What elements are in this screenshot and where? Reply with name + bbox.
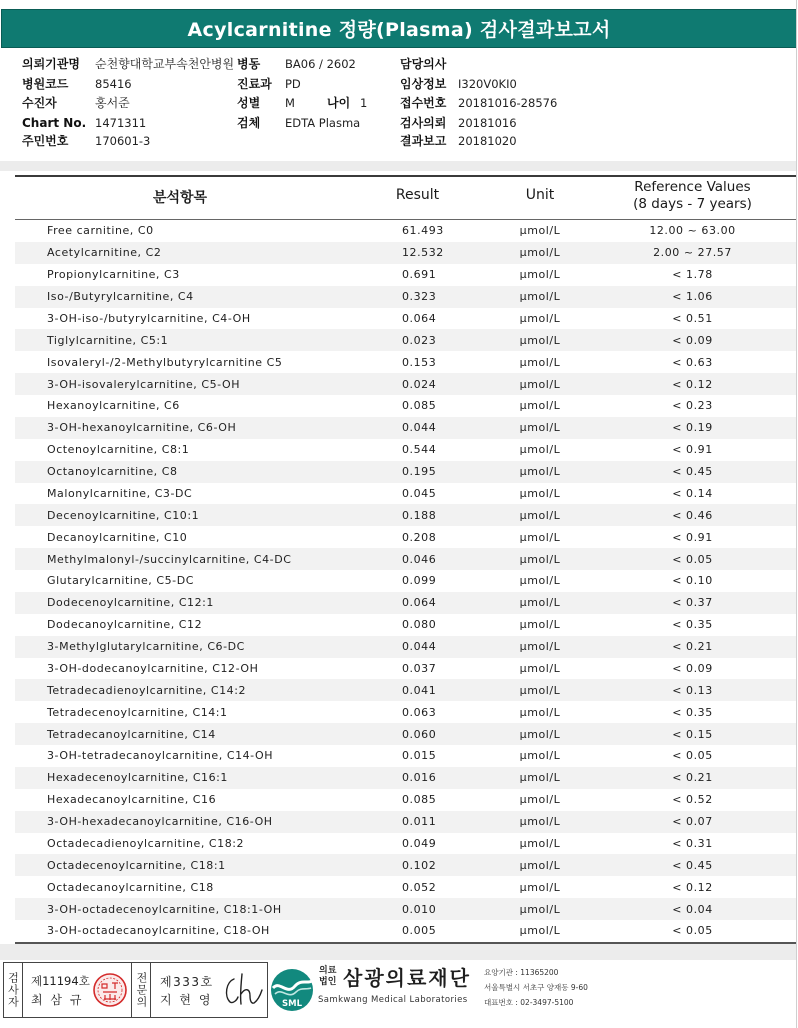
reference-range: < 0.21: [672, 640, 713, 654]
analyte-name: 3-OH-iso-/butyrylcarnitine, C4-OH: [47, 311, 251, 325]
report-title: Acylcarnitine 정량(Plasma) 검사결과보고서: [187, 19, 611, 41]
unit-value: μmol/L: [519, 815, 561, 829]
result-value: 61.493: [402, 224, 444, 238]
analyte-name: Iso-/Butyrylcarnitine, C4: [47, 290, 194, 304]
analyte-name: 3-OH-hexadecanoylcarnitine, C16-OH: [47, 815, 273, 829]
table-row: [15, 220, 797, 242]
result-value: 0.544: [402, 443, 437, 457]
specialist-label-cell: [131, 962, 151, 1018]
report-date-label: 결과보고: [400, 134, 447, 148]
table-row: [15, 658, 797, 680]
page-edge: [796, 0, 797, 1028]
org-prefix-bottom: 법인: [319, 977, 337, 987]
unit-value: μmol/L: [519, 771, 561, 785]
sml-logo-icon: [270, 966, 316, 1014]
table-row: [15, 723, 797, 745]
table-row: [15, 461, 797, 483]
analyte-name: Hexanoylcarnitine, C6: [47, 399, 180, 413]
unit-value: μmol/L: [519, 421, 561, 435]
reference-range: < 0.23: [672, 399, 713, 413]
age-value: 1: [360, 96, 368, 110]
table-row: [15, 614, 797, 636]
reference-range: < 0.10: [672, 574, 713, 588]
doctor-label: 담당의사: [400, 57, 447, 71]
unit-value: μmol/L: [519, 552, 561, 566]
unit-value: μmol/L: [519, 640, 561, 654]
reference-range: < 0.46: [672, 508, 713, 522]
table-row: [15, 898, 797, 920]
analyte-name: Hexadecenoylcarnitine, C16:1: [47, 771, 228, 785]
unit-value: μmol/L: [519, 377, 561, 391]
table-row: [15, 570, 797, 592]
reference-range: < 0.14: [672, 486, 713, 500]
unit-value: μmol/L: [519, 399, 561, 413]
analyte-name: 3-OH-isovalerylcarnitine, C5-OH: [47, 377, 241, 391]
examiner-name: 최 삼 규: [31, 993, 84, 1007]
table-row: [15, 483, 797, 505]
table-row: [15, 526, 797, 548]
table-row: [15, 636, 797, 658]
specialist-label: 전문의: [135, 972, 148, 1008]
ward-value: BA06 / 2602: [285, 57, 356, 71]
result-value: 0.046: [402, 552, 437, 566]
analyte-name: Tetradecadienoylcarnitine, C14:2: [47, 683, 247, 697]
sex-value: M: [285, 96, 295, 110]
analyte-name: Glutarylcarnitine, C5-DC: [47, 574, 194, 588]
institution-code: 요양기관 : 11365200: [484, 968, 559, 977]
analyte-name: 3-Methylglutarylcarnitine, C6-DC: [47, 640, 245, 654]
table-row: [15, 329, 797, 351]
reference-range: < 1.78: [672, 268, 713, 282]
table-row: [15, 373, 797, 395]
reference-range: < 0.05: [672, 552, 713, 566]
table-row: [15, 308, 797, 330]
resident-no-value: 170601-3: [95, 134, 151, 148]
unit-value: μmol/L: [519, 749, 561, 763]
analyte-name: Decanoylcarnitine, C10: [47, 530, 188, 544]
reference-range: < 1.06: [672, 290, 713, 304]
organization-name-en: Samkwang Medical Laboratories: [318, 995, 468, 1005]
analyte-name: 3-OH-tetradecanoylcarnitine, C14-OH: [47, 749, 274, 763]
reference-range: < 0.05: [672, 924, 713, 938]
unit-value: μmol/L: [519, 311, 561, 325]
reference-range: < 0.13: [672, 683, 713, 697]
unit-value: μmol/L: [519, 880, 561, 894]
analyte-name: Malonylcarnitine, C3-DC: [47, 486, 193, 500]
unit-value: μmol/L: [519, 465, 561, 479]
result-value: 0.085: [402, 399, 437, 413]
result-value: 0.188: [402, 508, 437, 522]
analyte-name: Tetradecenoylcarnitine, C14:1: [47, 705, 228, 719]
result-value: 0.323: [402, 290, 437, 304]
result-value: 0.064: [402, 596, 437, 610]
unit-value: μmol/L: [519, 224, 561, 238]
hospital-code-value: 85416: [95, 77, 132, 91]
clinical-info-value: I320V0KI0: [458, 77, 517, 91]
table-row: [15, 679, 797, 701]
analyte-name: 3-OH-hexanoylcarnitine, C6-OH: [47, 421, 237, 435]
result-value: 0.011: [402, 815, 437, 829]
reference-range: < 0.91: [672, 443, 713, 457]
specimen-label: 검체: [237, 116, 261, 130]
table-row: [15, 745, 797, 767]
analyte-name: Acetylcarnitine, C2: [47, 246, 162, 260]
result-value: 0.049: [402, 836, 437, 850]
patient-value: 홍서준: [95, 96, 130, 110]
reference-range: 12.00 ~ 63.00: [649, 224, 736, 238]
analyte-name: Octenoylcarnitine, C8:1: [47, 443, 190, 457]
reference-range: < 0.63: [672, 355, 713, 369]
chart-no-label: Chart No.: [22, 116, 87, 130]
unit-value: μmol/L: [519, 246, 561, 260]
reference-range: < 0.21: [672, 771, 713, 785]
unit-value: μmol/L: [519, 333, 561, 347]
result-value: 0.016: [402, 771, 437, 785]
unit-value: μmol/L: [519, 618, 561, 632]
table-row: [15, 286, 797, 308]
analyte-name: Dodecenoylcarnitine, C12:1: [47, 596, 214, 610]
unit-value: μmol/L: [519, 268, 561, 282]
organization-name: 삼광의료재단: [343, 966, 471, 990]
analyte-name: Octadecenoylcarnitine, C18:1: [47, 858, 226, 872]
reference-range: < 0.51: [672, 311, 713, 325]
clinical-info-label: 임상정보: [400, 77, 447, 91]
table-row: [15, 767, 797, 789]
logo-text: SML: [282, 999, 302, 1009]
analyte-name: Isovaleryl-/2-Methylbutyrylcarnitine C5: [47, 355, 283, 369]
reference-range: < 0.35: [672, 705, 713, 719]
footer-divider: [0, 944, 797, 960]
analyte-name: Tiglylcarnitine, C5:1: [47, 333, 169, 347]
result-value: 0.153: [402, 355, 437, 369]
table-row: [15, 351, 797, 373]
examiner-label-cell: [3, 962, 23, 1018]
analyte-name: Dodecanoylcarnitine, C12: [47, 618, 203, 632]
header-reference-age: (8 days - 7 years): [633, 196, 752, 212]
patient-label: 수진자: [22, 96, 57, 110]
receipt-no-value: 20181016-28576: [458, 96, 558, 110]
unit-value: μmol/L: [519, 443, 561, 457]
table-row: [15, 876, 797, 898]
request-date-label: 검사의뢰: [400, 116, 447, 130]
section-divider: [0, 161, 797, 171]
table-row: [15, 395, 797, 417]
result-value: 0.044: [402, 640, 437, 654]
table-top-rule: [15, 175, 797, 177]
analyte-name: Tetradecanoylcarnitine, C14: [47, 727, 216, 741]
specialist-name: 지 현 영: [160, 993, 213, 1007]
analyte-name: Propionylcarnitine, C3: [47, 268, 180, 282]
reference-range: < 0.91: [672, 530, 713, 544]
examiner-label: 검사자: [6, 972, 20, 1008]
age-label: 나이: [327, 96, 351, 110]
request-date-value: 20181016: [458, 116, 517, 130]
hospital-code-label: 병원코드: [22, 77, 69, 91]
reference-range: < 0.37: [672, 596, 713, 610]
sex-label: 성별: [237, 96, 261, 110]
result-value: 0.208: [402, 530, 437, 544]
receipt-no-label: 접수번호: [400, 96, 447, 110]
reference-range: < 0.12: [672, 377, 713, 391]
analyte-name: 3-OH-octadecanoylcarnitine, C18-OH: [47, 924, 270, 938]
header-result: Result: [395, 187, 440, 203]
reference-range: < 0.09: [672, 333, 713, 347]
table-row: [15, 701, 797, 723]
institution-value: 순천향대학교부속천안병원: [95, 57, 235, 71]
analyte-name: 3-OH-octadecenoylcarnitine, C18:1-OH: [47, 902, 282, 916]
result-value: 0.024: [402, 377, 437, 391]
unit-value: μmol/L: [519, 705, 561, 719]
reference-range: < 0.12: [672, 880, 713, 894]
specimen-value: EDTA Plasma: [285, 116, 361, 130]
table-row: [15, 264, 797, 286]
result-value: 0.085: [402, 793, 437, 807]
institution-label: 의뢰기관명: [22, 57, 80, 71]
unit-value: μmol/L: [519, 486, 561, 500]
table-row: [15, 920, 797, 942]
reference-range: 2.00 ~ 27.57: [653, 246, 732, 260]
unit-value: μmol/L: [519, 858, 561, 872]
reference-range: < 0.52: [672, 793, 713, 807]
table-row: [15, 811, 797, 833]
chart-no-value: 1471311: [95, 116, 147, 130]
reference-range: < 0.09: [672, 661, 713, 675]
specialist-signature: [220, 970, 265, 1010]
reference-range: < 0.19: [672, 421, 713, 435]
result-value: 12.532: [402, 246, 444, 260]
table-row: [15, 833, 797, 855]
unit-value: μmol/L: [519, 902, 561, 916]
reference-range: < 0.45: [672, 465, 713, 479]
table-row: [15, 439, 797, 461]
header-item: 분석항목: [152, 190, 208, 206]
table-row: [15, 417, 797, 439]
header-unit: Unit: [525, 187, 555, 203]
unit-value: μmol/L: [519, 661, 561, 675]
reference-range: < 0.05: [672, 749, 713, 763]
report-date-value: 20181020: [458, 134, 517, 148]
table-row: [15, 242, 797, 264]
unit-value: μmol/L: [519, 508, 561, 522]
report-title-bar: [1, 9, 797, 48]
unit-value: μmol/L: [519, 683, 561, 697]
result-value: 0.052: [402, 880, 437, 894]
unit-value: μmol/L: [519, 596, 561, 610]
result-value: 0.037: [402, 661, 437, 675]
organization-phone: 대표번호 : 02-3497-5100: [484, 998, 574, 1007]
analyte-name: Decenoylcarnitine, C10:1: [47, 508, 200, 522]
table-row: [15, 789, 797, 811]
analyte-name: Methylmalonyl-/succinylcarnitine, C4-DC: [47, 552, 292, 566]
result-value: 0.099: [402, 574, 437, 588]
table-row: [15, 854, 797, 876]
analyte-name: Octadecadienoylcarnitine, C18:2: [47, 836, 245, 850]
unit-value: μmol/L: [519, 355, 561, 369]
unit-value: μmol/L: [519, 530, 561, 544]
reference-range: < 0.07: [672, 815, 713, 829]
unit-value: μmol/L: [519, 793, 561, 807]
table-row: [15, 548, 797, 570]
result-value: 0.060: [402, 727, 437, 741]
reference-range: < 0.04: [672, 902, 713, 916]
table-row: [15, 592, 797, 614]
reference-range: < 0.31: [672, 836, 713, 850]
result-value: 0.044: [402, 421, 437, 435]
unit-value: μmol/L: [519, 727, 561, 741]
results-table-body: [15, 220, 797, 942]
examiner-seal-stamp: [92, 972, 128, 1008]
reference-range: < 0.15: [672, 727, 713, 741]
unit-value: μmol/L: [519, 924, 561, 938]
unit-value: μmol/L: [519, 836, 561, 850]
analyte-name: Free carnitine, C0: [47, 224, 154, 238]
analyte-name: Octanoylcarnitine, C8: [47, 465, 178, 479]
table-row: [15, 504, 797, 526]
result-value: 0.102: [402, 858, 437, 872]
result-value: 0.195: [402, 465, 437, 479]
header-reference: Reference Values: [634, 179, 751, 195]
analyte-name: Octadecanoylcarnitine, C18: [47, 880, 214, 894]
unit-value: μmol/L: [519, 290, 561, 304]
unit-value: μmol/L: [519, 574, 561, 588]
org-prefix-top: 의료: [319, 966, 337, 976]
analyte-name: Hexadecanoylcarnitine, C16: [47, 793, 217, 807]
result-value: 0.010: [402, 902, 437, 916]
department-value: PD: [285, 77, 301, 91]
ward-label: 병동: [237, 57, 261, 71]
result-value: 0.063: [402, 705, 437, 719]
result-value: 0.015: [402, 749, 437, 763]
result-value: 0.023: [402, 333, 437, 347]
result-value: 0.045: [402, 486, 437, 500]
result-value: 0.080: [402, 618, 437, 632]
examiner-license: 제11194호: [31, 974, 90, 988]
specialist-license: 제333호: [160, 975, 214, 989]
reference-range: < 0.35: [672, 618, 713, 632]
resident-no-label: 주민번호: [22, 134, 69, 148]
result-value: 0.005: [402, 924, 437, 938]
result-value: 0.691: [402, 268, 437, 282]
result-value: 0.064: [402, 311, 437, 325]
result-value: 0.041: [402, 683, 437, 697]
analyte-name: 3-OH-dodecanoylcarnitine, C12-OH: [47, 661, 259, 675]
reference-range: < 0.45: [672, 858, 713, 872]
department-label: 진료과: [237, 77, 272, 91]
organization-address: 서울특별시 서초구 양재동 9-60: [484, 983, 588, 992]
